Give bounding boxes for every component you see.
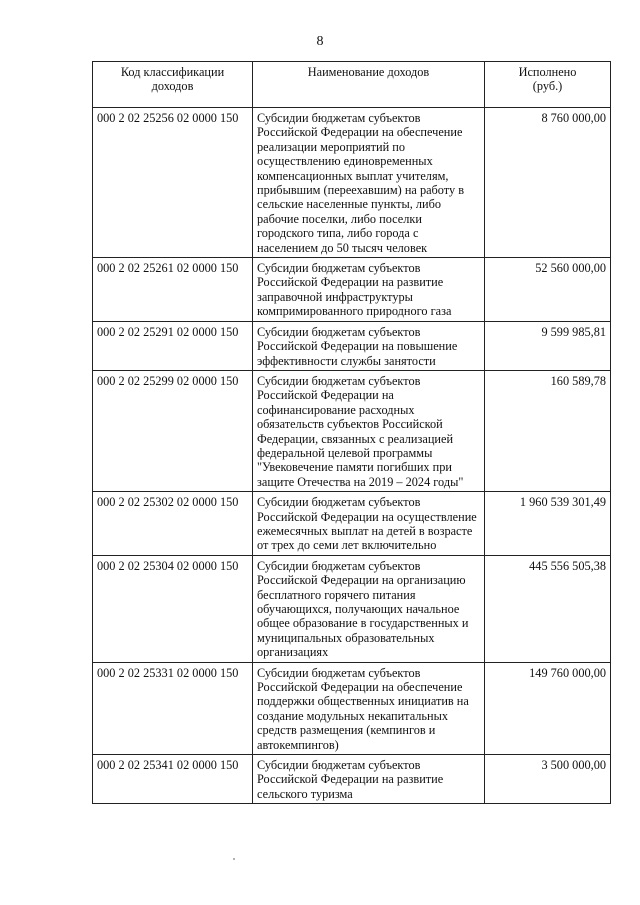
table-header (93, 62, 611, 108)
row-amount: 3 500 000,00 (485, 755, 611, 804)
row-amount: 1 960 539 301,49 (485, 492, 611, 556)
table-body (93, 108, 611, 804)
header-amount: Исполнено (руб.) (485, 62, 611, 108)
row-code: 000 2 02 25331 02 0000 150 (93, 662, 253, 754)
row-amount: 8 760 000,00 (485, 108, 611, 258)
row-name: Субсидии бюджетам субъектов Российской Федерации на развитие заправочной инфраструктуры компримированного природного газа (253, 258, 485, 322)
page-number: 8 (316, 34, 324, 49)
row-name: Субсидии бюджетам субъектов Российской Федерации на софинансирование расходных обязательств субъектов Российской Федерации, связанных с реализацией федеральной целевой программы "Увековечение памяти погибших при защите Отечества на 2019 – 2024 годы" (253, 370, 485, 491)
row-amount: 149 760 000,00 (485, 662, 611, 754)
row-name: Субсидии бюджетам субъектов Российской Федерации на осуществление ежемесячных выплат на детей в возрасте от трех до семи лет включительно (253, 492, 485, 556)
table-row (93, 555, 611, 662)
row-amount: 9 599 985,81 (485, 321, 611, 370)
scan-speck (233, 858, 235, 860)
row-name: Субсидии бюджетам субъектов Российской Федерации на повышение эффективности службы занятости (253, 321, 485, 370)
row-code: 000 2 02 25256 02 0000 150 (93, 108, 253, 258)
row-name: Субсидии бюджетам субъектов Российской Федерации на обеспечение поддержки общественных инициатив на создание модульных некапитальных средств размещения (кемпингов и автокемпингов) (253, 662, 485, 754)
row-code: 000 2 02 25261 02 0000 150 (93, 258, 253, 322)
revenue-table (92, 61, 611, 804)
row-amount: 160 589,78 (485, 370, 611, 491)
header-row (93, 62, 611, 108)
row-code: 000 2 02 25291 02 0000 150 (93, 321, 253, 370)
table-row (93, 492, 611, 556)
header-code: Код классификации доходов (93, 62, 253, 108)
table-row (93, 755, 611, 804)
row-name: Субсидии бюджетам субъектов Российской Федерации на развитие сельского туризма (253, 755, 485, 804)
row-code: 000 2 02 25341 02 0000 150 (93, 755, 253, 804)
row-code: 000 2 02 25302 02 0000 150 (93, 492, 253, 556)
table-row (93, 108, 611, 258)
row-name: Субсидии бюджетам субъектов Российской Федерации на организацию бесплатного горячего питания обучающихся, получающих начальное общее образование в государственных и муниципальных образовательных организациях (253, 555, 485, 662)
header-name: Наименование доходов (253, 62, 485, 108)
row-amount: 52 560 000,00 (485, 258, 611, 322)
row-amount: 445 556 505,38 (485, 555, 611, 662)
row-code: 000 2 02 25304 02 0000 150 (93, 555, 253, 662)
table-row (93, 370, 611, 491)
table-row (93, 258, 611, 322)
row-code: 000 2 02 25299 02 0000 150 (93, 370, 253, 491)
row-name: Субсидии бюджетам субъектов Российской Федерации на обеспечение реализации мероприятий по осуществлению единовременных компенсационных выплат учителям, прибывшим (переехавшим) на работу в сельские населенные пункты, либо рабочие поселки, либо поселки городского типа, либо города с населением до 50 тысяч человек (253, 108, 485, 258)
table-row (93, 662, 611, 754)
table-row (93, 321, 611, 370)
